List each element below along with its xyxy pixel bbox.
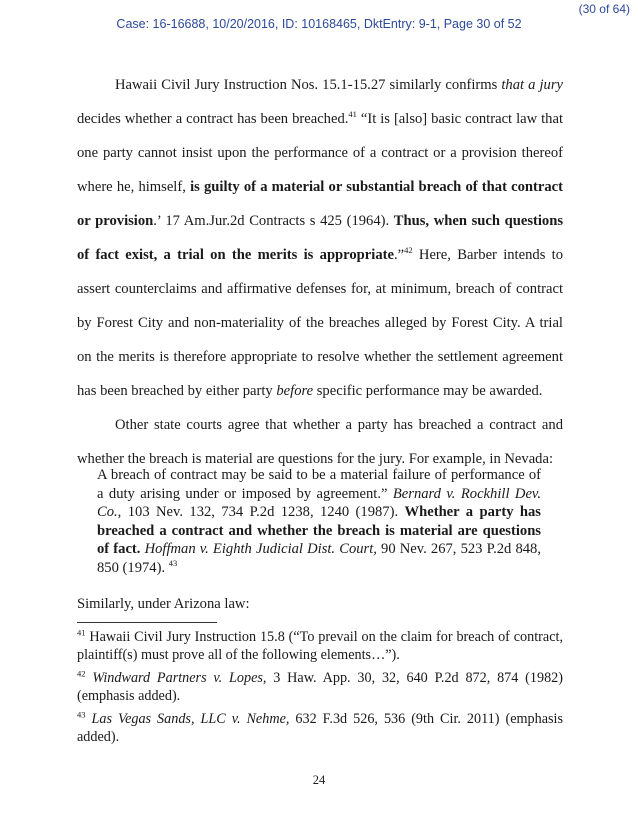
page-number: 24 bbox=[312, 773, 326, 787]
footnote-ref-42[interactable]: 42 bbox=[404, 245, 413, 256]
footnote-41: $^{41}$ Hawaii Civil Jury Instruction 15.8 (“To prevail on the claim for breach of contract, plaintiff(s) must prove all of the following elements…”). bbox=[77, 627, 563, 663]
emphasis-jury: that a jury bbox=[501, 77, 563, 93]
footnote-number: 42 bbox=[77, 668, 86, 679]
case-citation-las-vegas: Las Vegas Sands, LLC v. Nehme, bbox=[91, 711, 290, 727]
after-quote-line: Similarly, under Arizona law: bbox=[77, 596, 250, 612]
bold-holding: Whether a party has breached a contract and whether the breach is material are questions of fact. bbox=[97, 504, 541, 558]
footnote-ref-41[interactable]: 41 bbox=[348, 109, 357, 120]
footnote-42: $^{42}$ Windward Partners v. Lopes, 3 Haw. App. 30, 32, 640 P.2d 872, 874 (1982) (emphasis added). bbox=[77, 668, 563, 704]
footnote-ref-43[interactable]: 43 bbox=[168, 558, 178, 569]
case-header: Case: 16-16688, 10/20/2016, ID: 10168465, DktEntry: 9-1, Page 30 of 52 bbox=[116, 17, 522, 31]
footnote-number: 41 bbox=[77, 627, 86, 638]
paragraph-2: Other state courts agree that whether a party has breached a contract and whether the breach is material are questions for the jury. For example, in Nevada: bbox=[77, 417, 563, 467]
bold-quote-2: Thus, when such questions of fact exist, a trial on the merits is appropriate bbox=[77, 213, 564, 263]
case-citation-hoffman: Hoffman v. Eighth Judicial Dist. Court, bbox=[144, 541, 377, 558]
case-citation-windward: Windward Partners v. Lopes, bbox=[92, 670, 267, 686]
bold-quote-1: is guilty of a material or substantial breach of that contract or provision bbox=[77, 179, 563, 229]
page-counter: (30 of 64) bbox=[578, 2, 630, 16]
footnote-43: $^{43}$ Las Vegas Sands, LLC v. Nehme, 632 F.3d 526, 536 (9th Cir. 2011) (emphasis added). bbox=[77, 709, 563, 745]
footnote-number: 43 bbox=[77, 709, 86, 720]
footnotes bbox=[77, 628, 563, 751]
emphasis-before: before bbox=[276, 383, 314, 399]
body-text bbox=[77, 68, 563, 476]
paragraph-1: Hawaii Civil Jury Instruction Nos. 15.1-15.27 similarly confirms that a jury decides whether a contract has been breached.$^{41}$ “It is [also] basic contract law that one party cannot insist upon the performance of a contract or a provision thereof where he, himself, is guilty of a material or substantial breach of that contract or provision.’ 17 Am.Jur.2d Contracts s 425 (1964). Thus, when such questions of fact exist, a trial on the merits is appropriate.”$^{42}$ Here, Barber intends to assert counterclaims and affirmative defenses for, at minimum, breach of contract by Forest City and non-materiality of the breaches alleged by Forest City. A trial on the merits is therefore appropriate to resolve whether the settlement agreement has been breached by either party before specific performance may be awarded. bbox=[77, 77, 564, 399]
blockquote: A breach of contract may be said to be a material failure of performance of a duty arising under or imposed by agreement.” Bernard v. Rockhill Dev. Co., 103 Nev. 132, 734 P.2d 1238, 1240 (1987). Whether a party has breached a contract and whether the breach is material are questions of fact. Hoffman v. Eighth Judicial Dist. Court, 90 Nev. 267, 523 P.2d 848, 850 (1974). $^{43}$ bbox=[97, 467, 541, 576]
footnote-separator bbox=[77, 622, 217, 623]
case-citation-bernard: Bernard v. Rockhill Dev. Co., bbox=[97, 485, 541, 521]
